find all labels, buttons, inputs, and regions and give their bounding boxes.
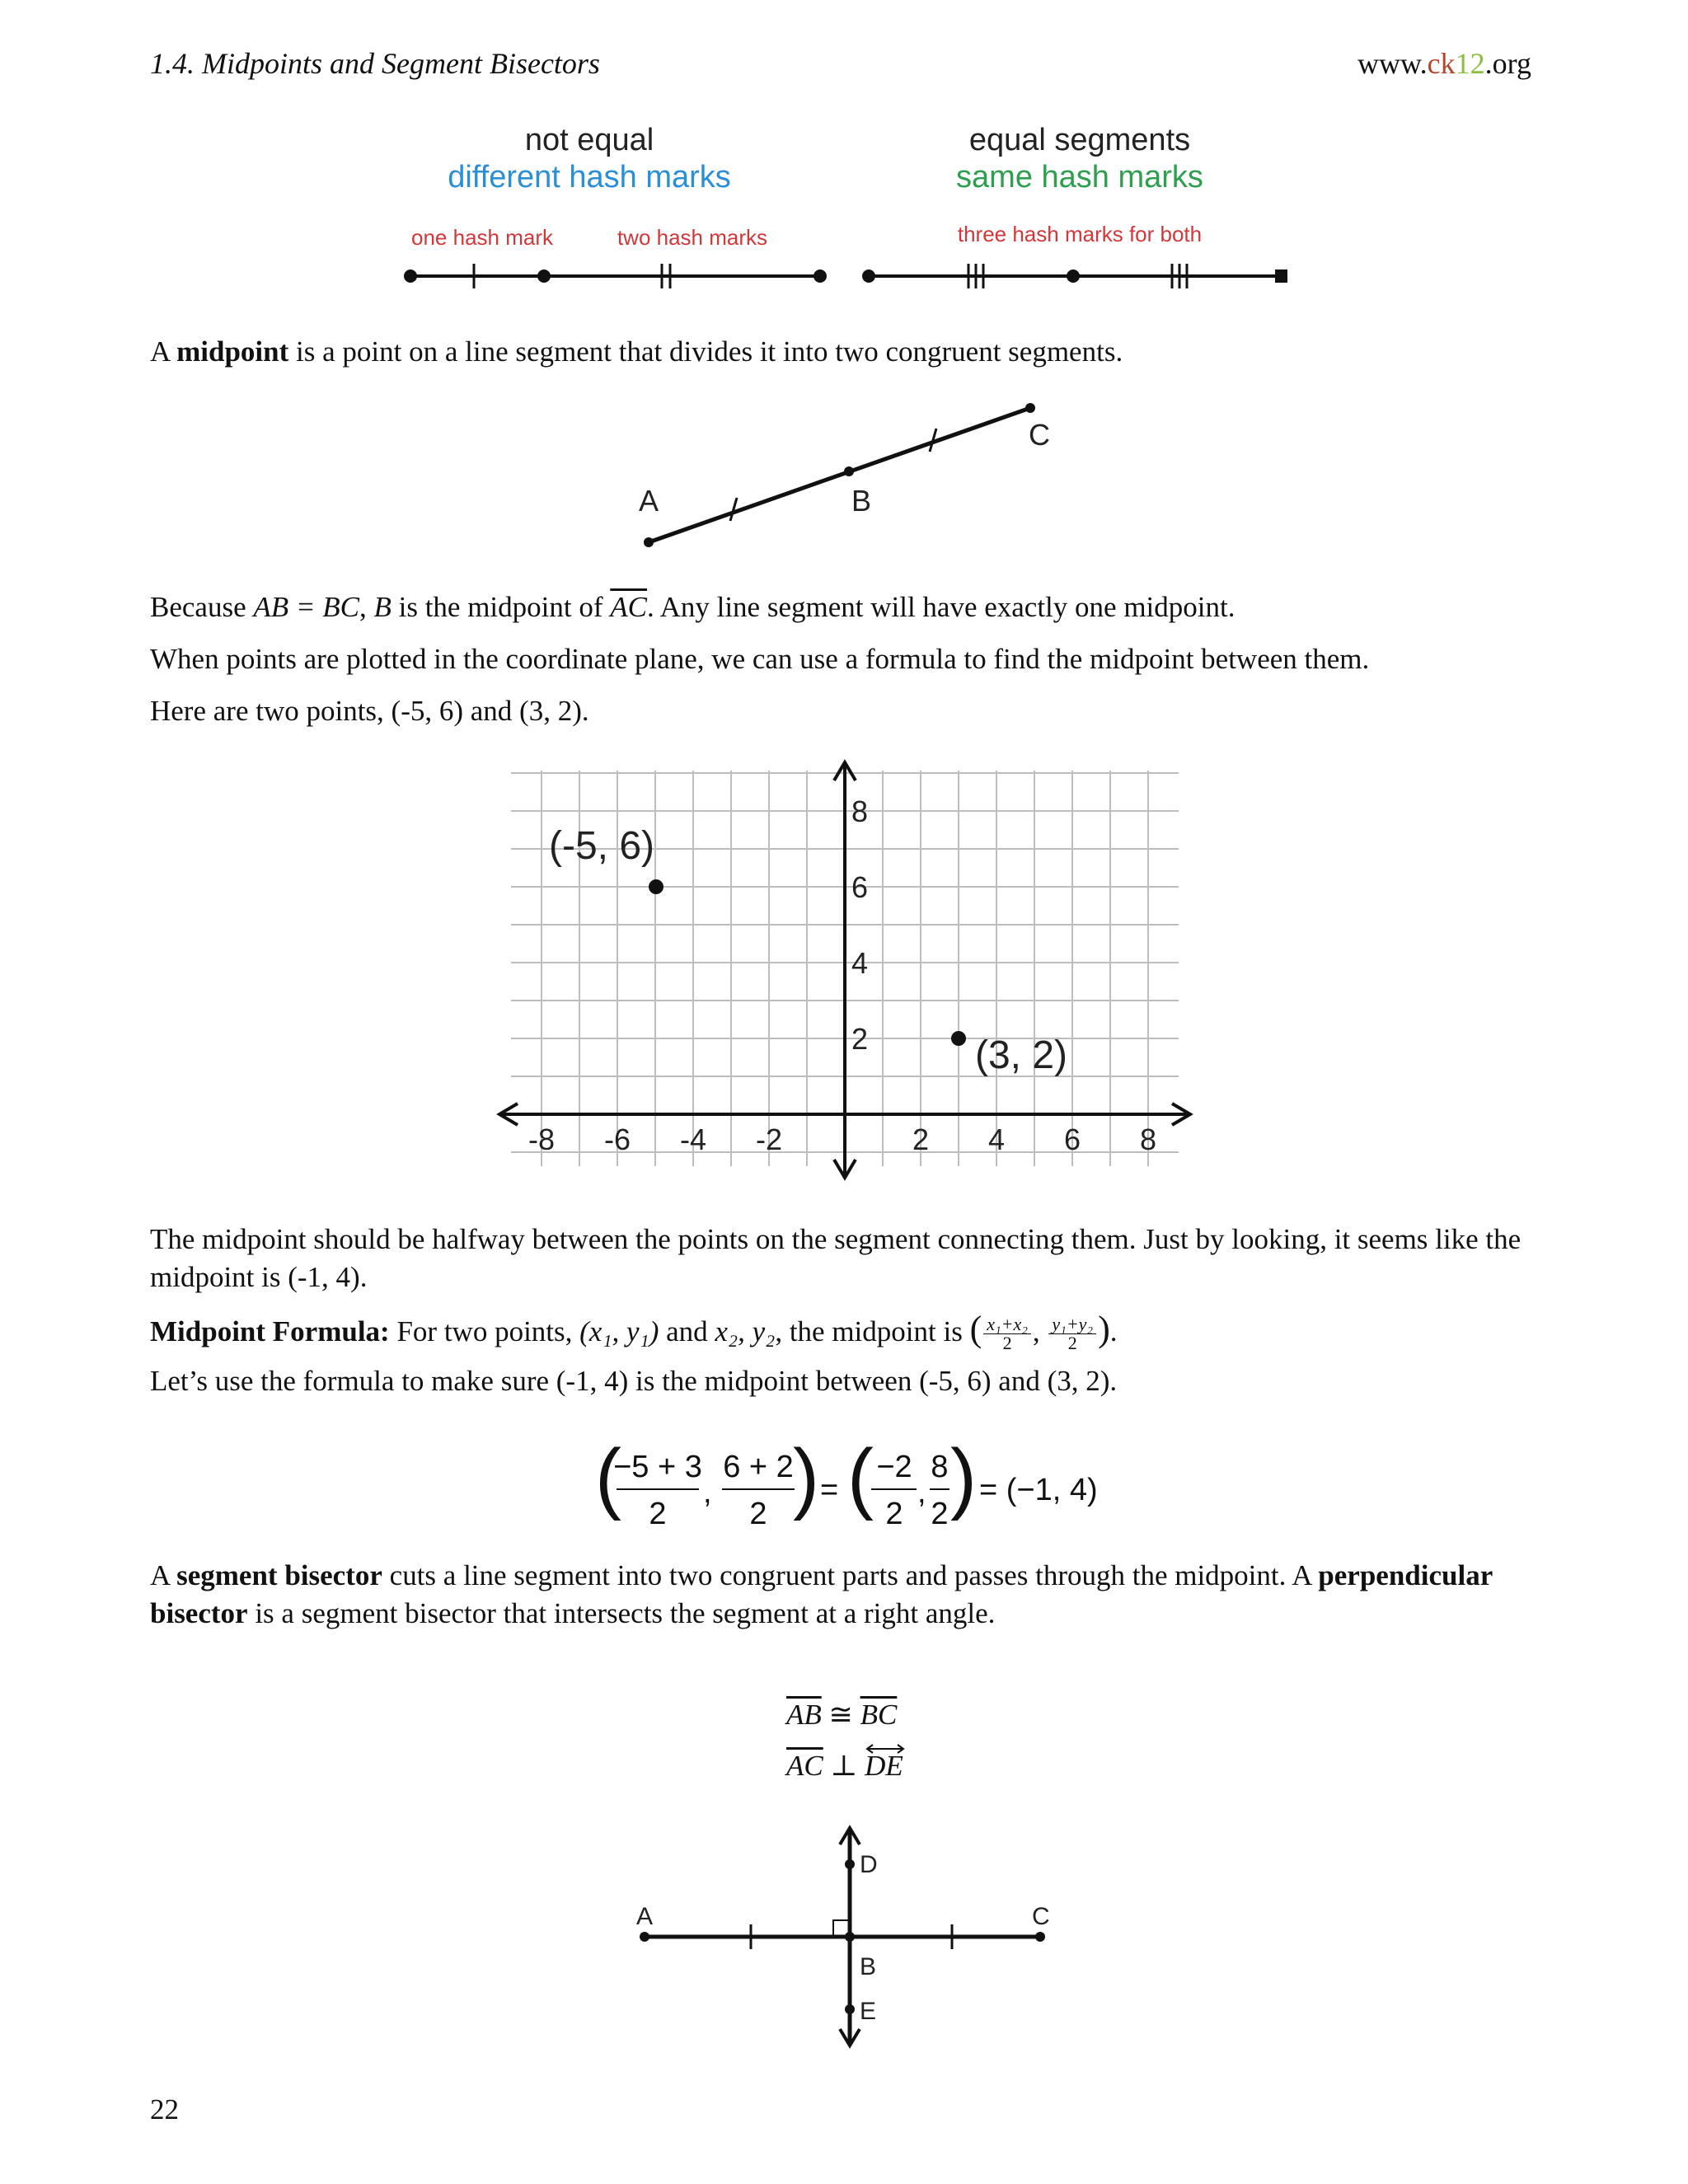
two-points-paragraph: Here are two points, (-5, 6) and (3, 2). xyxy=(150,695,589,727)
term-perpendicular-bisector: perpendicular bisector xyxy=(150,1559,1493,1629)
left-point-3 xyxy=(814,269,827,283)
formula-fraction-x: $\frac{\text{x₁+x₂}}{2}$ xyxy=(983,1315,1031,1352)
coordinate-paragraph: When points are plotted in the coordinate plane, we can use a formula to find the midpoint between them. xyxy=(150,643,1370,675)
paren: ) xyxy=(950,1438,977,1521)
y-tick-label: 4 xyxy=(851,946,869,980)
point-a xyxy=(640,1932,649,1942)
point-3-2-label: (3, 2) xyxy=(975,1033,1068,1077)
midpoint-formula-paragraph: Midpoint Formula: For two points, (x₁, y₁) and x₂, y₂, the midpoint is ( $\frac{\text{x₁+x₂}}{2}$ , $\frac{\text{y₁+y₂}}{2}$ ). xyxy=(150,1309,1118,1354)
label-b: B xyxy=(860,1953,877,1980)
perpendicular-relation: $\overline{AC}$ ⊥ DE xyxy=(786,1747,903,1785)
right-subtitle: same hash marks xyxy=(956,160,1203,194)
left-point-1 xyxy=(404,269,417,283)
y-tick-label: 2 xyxy=(851,1022,869,1056)
eq-num-3: −2 xyxy=(876,1450,912,1484)
x-tick-label: 4 xyxy=(987,1122,1006,1156)
page-number: 22 xyxy=(150,2093,179,2125)
point-3-2 xyxy=(951,1031,966,1046)
hash-mark xyxy=(730,498,737,521)
point-neg5-6-label: (-5, 6) xyxy=(549,824,655,868)
point-d xyxy=(845,1859,855,1869)
perpendicular-bisector-figure xyxy=(626,1821,1071,2052)
x-tick-label: -4 xyxy=(679,1122,707,1156)
equals-1: = xyxy=(820,1473,839,1507)
right-title: equal segments xyxy=(968,123,1191,157)
term-midpoint-formula: Midpoint Formula: xyxy=(150,1315,390,1347)
label-b: B xyxy=(851,484,872,518)
eq-den-1: 2 xyxy=(649,1497,667,1531)
comma: , xyxy=(917,1475,926,1510)
paren: ) xyxy=(793,1438,819,1521)
x-tick-label: 8 xyxy=(1139,1122,1157,1156)
point-c xyxy=(1025,403,1035,413)
point-c xyxy=(1035,1932,1045,1942)
left-title: not equal xyxy=(524,123,654,157)
right-point-2 xyxy=(1067,269,1080,283)
midpoint-equation xyxy=(577,1438,1113,1537)
label-e: E xyxy=(860,1998,877,2025)
x-tick-label: -8 xyxy=(528,1122,556,1156)
point-neg5-6 xyxy=(649,879,663,894)
label-d: D xyxy=(860,1851,878,1878)
label-c: C xyxy=(1029,418,1050,452)
segment-ac xyxy=(649,408,1030,542)
right-point-1 xyxy=(862,269,875,283)
verify-paragraph: Let’s use the formula to make sure (-1, 4) is the midpoint between (-5, 6) and (3, 2). xyxy=(150,1365,1118,1397)
x-tick-label: -2 xyxy=(755,1122,783,1156)
eq-den-3: 2 xyxy=(885,1497,903,1531)
y-tick-label: 6 xyxy=(851,870,869,904)
right-point-3 xyxy=(1275,269,1287,283)
eq-num-1: −5 + 3 xyxy=(613,1450,702,1484)
segment-abc-figure xyxy=(626,396,1088,560)
term-segment-bisector: segment bisector xyxy=(176,1559,382,1591)
right-label: three hash marks for both xyxy=(957,222,1203,246)
congruence-relation: $\overline{AB}$ ≅ $\overline{BC}$ xyxy=(786,1699,898,1731)
line-arrow-overbar xyxy=(865,1742,906,1755)
left-point-2 xyxy=(537,269,551,283)
eq-den-2: 2 xyxy=(749,1497,767,1531)
formula-fraction-y: $\frac{\text{y₁+y₂}}{2}$ xyxy=(1048,1315,1096,1352)
paren: ( xyxy=(595,1438,621,1521)
eq-num-2: 6 + 2 xyxy=(723,1450,794,1484)
section-title: 1.4. Midpoints and Segment Bisectors xyxy=(150,47,600,80)
site-url[interactable]: www.ck12.org xyxy=(1357,47,1531,80)
paren: ( xyxy=(847,1438,874,1521)
label-a: A xyxy=(636,1903,654,1930)
point-b xyxy=(844,466,854,476)
coordinate-grid xyxy=(486,754,1203,1187)
halfway-paragraph: The midpoint should be halfway between the points on the segment connecting them. Just by looking, it seems like the midpoint is (-1, 4). xyxy=(150,1223,1522,1293)
eq-num-4: 8 xyxy=(931,1450,949,1484)
because-paragraph: Because AB = BC, B is the midpoint of $\overline{AC}$. Any line segment will have exactly one midpoint. xyxy=(150,591,1236,623)
y-tick-label: 8 xyxy=(851,794,869,828)
term-midpoint: midpoint xyxy=(176,335,289,368)
left-label-one: one hash mark xyxy=(411,225,553,250)
equals-result: = (−1, 4) xyxy=(979,1473,1098,1507)
left-subtitle: different hash marks xyxy=(448,160,731,194)
midpoint-definition: A midpoint is a point on a line segment that divides it into two congruent segments. xyxy=(150,335,1123,368)
point-a xyxy=(644,537,654,547)
left-label-two: two hash marks xyxy=(617,225,768,250)
bisector-paragraph: A segment bisector cuts a line segment into two congruent parts and passes through the midpoint. A perpendicular bisector is a segment bisector that intersects the segment at a right angle. xyxy=(150,1559,1493,1629)
label-a: A xyxy=(639,484,659,518)
point-e xyxy=(845,2004,855,2014)
eq-den-4: 2 xyxy=(931,1497,949,1531)
page-header xyxy=(150,46,1531,87)
x-tick-label: -6 xyxy=(603,1122,631,1156)
x-tick-label: 6 xyxy=(1063,1122,1081,1156)
label-c: C xyxy=(1032,1903,1050,1930)
hash-marks-figure xyxy=(387,120,1319,301)
comma: , xyxy=(703,1475,712,1510)
x-tick-label: 2 xyxy=(912,1122,930,1156)
